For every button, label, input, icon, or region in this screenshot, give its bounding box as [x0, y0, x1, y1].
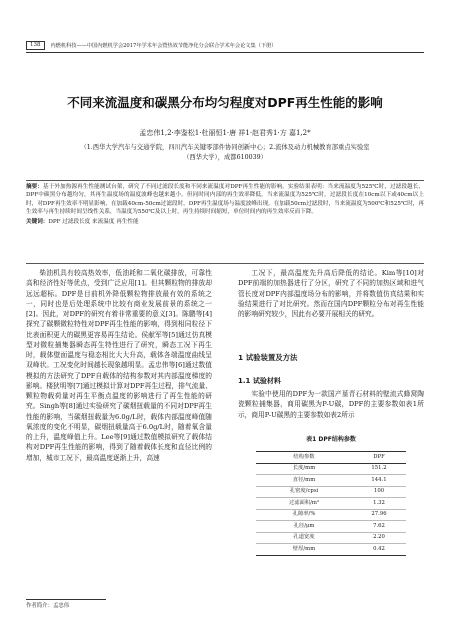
table-cell: 长度/mm	[256, 463, 352, 475]
table-cell: 孔密度/cpsi	[256, 486, 352, 498]
table-cell: 孔道宽度	[256, 532, 352, 544]
table-header-row	[256, 452, 406, 464]
dpf-parameter-table	[256, 451, 406, 556]
table-row	[256, 486, 406, 498]
affiliation-line-1: （1.西华大学汽车与交通学院，四川汽车关键零部件协同创新中心；2.流体及动力机械教育部重点实验室	[80, 144, 370, 151]
table-cell: 壁厚/mm	[256, 544, 352, 556]
table-row	[256, 498, 406, 510]
running-title: 内燃机科技——中国内燃机学会2017年学术年会暨热效节能净化分会联合学术年会论文集（下册）	[50, 42, 277, 49]
running-header	[26, 41, 424, 50]
keywords-paragraph	[26, 218, 424, 226]
table-cell: 144.1	[352, 475, 406, 487]
left-column	[26, 268, 212, 586]
table-row	[256, 544, 406, 556]
section-heading-1-1: 1.1 试验材料	[238, 377, 281, 385]
table-cell: 孔径/μm	[256, 521, 352, 533]
table-header-cell: DPF	[352, 452, 406, 464]
table-cell: 孔隙率/%	[256, 509, 352, 521]
abstract-block	[26, 180, 424, 264]
table-cell: 0.42	[352, 544, 406, 556]
keywords-text: DPF 过滤段长度 来流温度 再生性能	[48, 218, 139, 225]
keywords-label: 关键词：	[26, 218, 49, 225]
footnote-rule	[26, 599, 106, 600]
abstract-text: 基于外加热源再生性能测试台架，研究了不同过滤段长度和不同来流温度对DPF再生性能的影响。实验结果表明：当来流温度为525℃时，过滤段越长，DPF中碳黑分布越均匀，其再生温度场的温度波峰也越来越小，但同时同内部的再生效率降低。当来流温度为525℃时，过滤段长度在10cm以下或40cm以上时，对DPF再生效率不明显影响，在加载40cm-50cm过滤段时，DPF再生温度场与温度波峰出现。在加载50cm过滤段时，当来流温度为500℃和525℃时，再生效率与再生持续时间呈线性关系，当温度为550℃及以上时，再生持续时间缩短，单位时间内的再生效率反而下降。	[26, 184, 424, 216]
page-number: 138	[26, 41, 45, 50]
table-row	[256, 521, 406, 533]
section-heading-1: 1 试验装置及方法	[238, 353, 298, 362]
affiliation-line-2: （西华大学），成都610039）	[183, 154, 267, 161]
intro-paragraph-continued: 工况下，最高温度先升高后降低的结论。Kim等[10]对DPF前端的加热器进行了分区，研究了不同的加热区域和进气管长度对DPF内部温度场分布的影响，并将数值仿真结果和实验结果进行了对比研究。然而在国内DPF颗粒分布对再生性能的影响研究较少，因此有必要开展相关的研究。	[238, 269, 424, 318]
table-row	[256, 475, 406, 487]
table-row	[256, 509, 406, 521]
section-1-1-text	[238, 389, 424, 420]
table-cell: 100	[352, 486, 406, 498]
intro-paragraph: 柴油机具有较高热效率，低油耗和二氧化碳排放，可靠性高和经济性好等优点，受到广泛应用[1]。但其颗粒物的排放却远远超标。DPF是目前机外降低颗粒物排放最有效的系统之一，同时也是后处理系统中比较有商业发展前景的系统之一[2]。因此，对DPF的研究有着非常重要的意义[3]。陈鹏等[4]探究了碳颗微粒特性对DPF再生性能的影响，得到相同粒径下比表面积更大的碳黑更容易再生结论。侯献军等[5]通过仿真模型对微粒捕集器瞬态再生特性进行了研究，瞬态工况下再生时，载体壁面温度与稳态相比大大升高，载体各端温度曲线呈双峰状。工况变化时间越长现象越明显。孟忠伟等[6]通过数值模拟的方法研究了DPF自载体的结构参数对其内部温度梯度的影响。楼狄明等[7]通过模拟计算对DPF再生过程，排气流量、颗粒物载荷量对再生平衡点温度的影响进行了再生性能的研究。Singh等[8]通过实验研究了碳烟扭载量的不同对DPF再生性能的影响，当碳烟扭载量为6.0g/L时，载体内部温度峰值随氧浓度的变化不明显，碳烟扭载量高于6.0g/L时，随着氧含量的上升，温度峰值上升。Lee等[9]通过数值模拟研究了载体结构对DPF再生性能的影响，得到了随着载体长度和直径比例的增加，城市工况下，最高温度逐渐上升，高速	[26, 269, 212, 462]
table-header-cell: 结构参数	[256, 452, 352, 464]
header-rule	[26, 52, 424, 53]
paper-title: 不同来流温度和碳黑分布均匀程度对DPF再生性能的影响	[67, 95, 383, 110]
author-list: 孟忠伟1,2·李鉴松1·杜丽恒1·唐 祥1·赵君秀1·方 嘉1,2*	[139, 129, 311, 137]
affiliation	[40, 143, 410, 163]
section-1-1-paragraph: 实验中使用的DPF为一款国产堇青石材料的壁流式蜂窝陶瓷颗粒捕集器，商用碳黑为P-U碳，DPF的主要参数如表1所示，商用P-U碳黑的主要参数如表2所示	[238, 390, 424, 419]
abstract-label: 摘要：	[26, 184, 44, 190]
table-caption: 表1 DPF结构参数	[306, 436, 356, 443]
table-cell: 7.62	[352, 521, 406, 533]
table-row	[256, 463, 406, 475]
author-footnote: 作者简介：孟忠伟	[26, 603, 70, 609]
table-cell: 1.32	[352, 498, 406, 510]
table-row	[256, 532, 406, 544]
table-cell: 2.20	[352, 532, 406, 544]
table-cell: 过滤面积/m²	[256, 498, 352, 510]
abstract-paragraph	[26, 183, 424, 217]
table-cell: 27.96	[352, 509, 406, 521]
table-cell: 直径/mm	[256, 475, 352, 487]
table-cell: 151.2	[352, 463, 406, 475]
